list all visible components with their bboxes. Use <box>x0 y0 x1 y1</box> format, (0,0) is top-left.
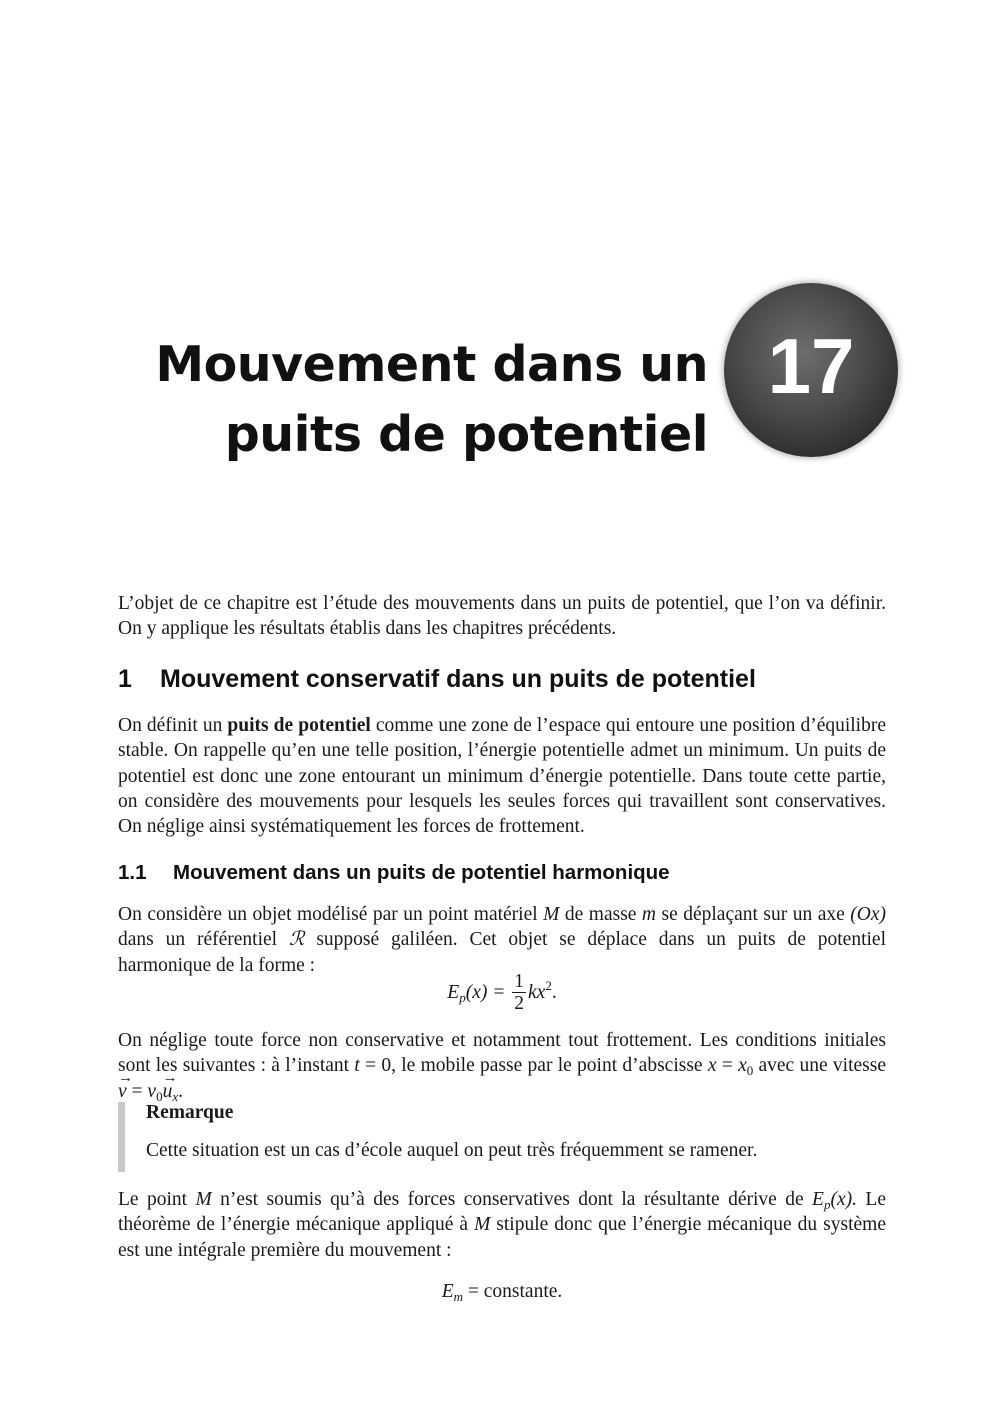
math-symbol: E <box>441 1281 454 1302</box>
math-symbol: (x) = <box>465 981 506 1003</box>
text-run: comme une zone de l’espace qui entoure une position d’équilibre stable. On rappelle qu’en une telle position, l’énergie potentielle admet un minimum. Un puits de potentiel est donc une zone entourant un minimum d’énergie potentielle. Dans toute cette partie, on considère des mouvements pour lesquels les seules forces qui travaillent sont conservatives. On néglige ainsi systématiquement les forces de frottement. <box>118 715 886 838</box>
text-run: On définit un <box>118 715 228 736</box>
remark-box <box>118 1102 893 1172</box>
remark-text: Cette situation est un cas d’école auquel on peut très fréquemment se ramener. <box>146 1140 758 1161</box>
text-run: . <box>178 1080 183 1102</box>
math-symbol: kx <box>528 981 546 1003</box>
section-paragraph <box>118 713 886 839</box>
text-run: = 0, le mobile passe par le point d’abscisse <box>359 1055 708 1077</box>
math-symbol: x <box>707 1055 717 1077</box>
fraction <box>512 972 526 1015</box>
chapter-title-line-2: puits de potentiel <box>224 406 708 463</box>
energy-paragraph <box>118 1187 886 1263</box>
bold-term: puits de potentiel <box>227 715 371 736</box>
text-run: On considère un objet modélisé par un point matériel <box>118 904 544 925</box>
text-run: dans un référentiel <box>118 929 289 951</box>
subsection-title: Mouvement dans un puits de potentiel harmonique <box>173 861 670 884</box>
text-run: = <box>126 1080 148 1102</box>
text-run: de masse <box>559 904 642 925</box>
math-symbol: E <box>812 1189 824 1210</box>
math-symbol: E <box>447 981 460 1003</box>
text-run: supposé galiléen. Cet objet se déplace dans un puits de potentiel harmonique de la forme : <box>118 929 886 976</box>
math-symbol: M <box>474 1214 491 1236</box>
text-run: avec une vitesse <box>753 1055 886 1077</box>
math-symbol: ℛ <box>288 929 305 951</box>
math-subscript: p <box>459 989 466 1005</box>
text-run: Le point <box>118 1189 196 1210</box>
math-subscript: m <box>453 1289 464 1304</box>
subsection-number: 1.1 <box>118 861 147 884</box>
section-title: Mouvement conservatif dans un puits de potentiel <box>160 665 756 693</box>
remark-title: Remarque <box>146 1102 234 1123</box>
chapter-title <box>155 330 708 470</box>
text-run: Le théorème de l’énergie mécanique appliqué à <box>118 1189 886 1236</box>
vector-symbol: → u <box>163 1079 173 1104</box>
math-symbol: x <box>738 1055 747 1077</box>
text-run: . <box>551 981 557 1003</box>
math-subscript: p <box>823 1197 831 1212</box>
math-symbol: M <box>543 904 560 925</box>
subsection-paragraph <box>118 902 886 978</box>
intro-paragraph: L’objet de ce chapitre est l’étude des mouvements dans un puits de potentiel, que l’on va définir. On y applique les résultats établis dans les chapitres précédents. <box>118 593 886 640</box>
chapter-title-line-1: Mouvement dans un <box>155 336 708 393</box>
subsection-heading <box>118 861 670 885</box>
math-symbol: (Ox) <box>850 904 886 925</box>
math-subscript: x <box>172 1088 179 1104</box>
text-run: n’est soumis qu’à des forces conservatives dont la résultante dérive de <box>211 1189 813 1210</box>
math-symbol: M <box>195 1189 212 1210</box>
initial-conditions-paragraph <box>118 1028 886 1104</box>
fraction-numerator: 1 <box>514 971 525 992</box>
math-symbol: v <box>147 1080 157 1102</box>
math-subscript: 0 <box>156 1088 163 1104</box>
fraction-denominator: 2 <box>514 993 525 1014</box>
text-run: On néglige toute force non conservative et notamment tout frottement. Les conditions initiales sont les suivantes : à l’instant <box>118 1030 886 1077</box>
text-run: stipule donc que l’énergie mécanique du système est une intégrale première du mouvement : <box>118 1214 886 1261</box>
section-heading <box>118 665 756 694</box>
text-run: = <box>716 1055 739 1077</box>
math-symbol: (x). <box>830 1189 857 1210</box>
equation-energy <box>0 1281 1004 1303</box>
equation-potential <box>0 972 1004 1015</box>
math-exponent: 2 <box>545 977 552 993</box>
math-symbol: m <box>641 904 657 925</box>
chapter-number: 17 <box>767 322 855 410</box>
text-run: = constante. <box>463 1281 563 1302</box>
text-run: se déplaçant sur un axe <box>656 904 851 925</box>
math-subscript: 0 <box>746 1063 754 1079</box>
vector-symbol: → v <box>118 1079 127 1104</box>
math-symbol: t <box>354 1055 360 1077</box>
section-number: 1 <box>118 665 132 693</box>
chapter-number-badge <box>724 283 898 457</box>
